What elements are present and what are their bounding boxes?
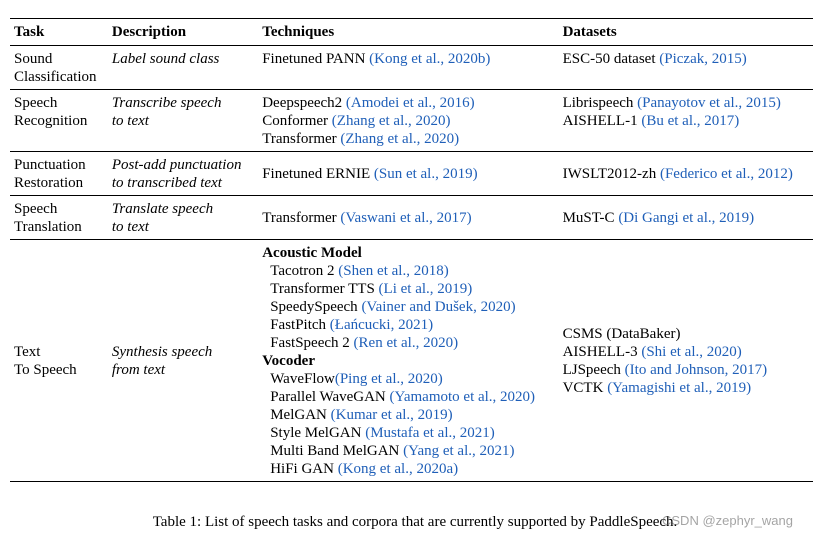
cell-entry — [563, 209, 809, 227]
cell-entry — [563, 50, 809, 68]
entry-name: Transformer TTS — [270, 281, 379, 297]
cell-text-line: Punctuation — [14, 157, 86, 173]
techniques-cell — [258, 196, 558, 240]
cell-text-line: Speech — [14, 95, 58, 111]
datasets-cell — [559, 152, 813, 196]
entry-name: Transformer — [262, 131, 341, 147]
cell-text-line: Label sound class — [111, 51, 220, 67]
cell-text-line: Post-add punctuation — [111, 157, 242, 173]
citation-link[interactable]: (Łańcucki, 2021) — [329, 317, 434, 333]
task-cell — [10, 152, 108, 196]
entry-name: Tacotron 2 — [270, 263, 339, 279]
header-techniques: Techniques — [262, 24, 335, 40]
description-cell — [108, 46, 258, 90]
cell-entry — [262, 298, 554, 316]
cell-entry — [262, 262, 554, 280]
cell-text-line: Translation — [14, 219, 82, 235]
citation-link[interactable]: (Ito and Johnson, 2017) — [624, 362, 768, 378]
citation-link[interactable]: (Zhang et al., 2020) — [331, 113, 451, 129]
cell-entry — [563, 112, 809, 130]
cell-text-line: Restoration — [14, 175, 84, 191]
citation-link[interactable]: (Bu et al., 2017) — [641, 113, 740, 129]
citation-link[interactable]: (Di Gangi et al., 2019) — [618, 210, 755, 226]
citation-link[interactable]: (Yamamoto et al., 2020) — [389, 389, 536, 405]
entry-name: Finetuned PANN — [262, 51, 370, 67]
cell-entry — [563, 343, 809, 361]
entry-name: WaveFlow — [270, 371, 335, 387]
cell-entry — [262, 406, 554, 424]
citation-link[interactable]: (Shen et al., 2018) — [338, 263, 449, 279]
cell-entry — [563, 94, 809, 112]
table-row — [10, 90, 813, 152]
task-cell — [10, 90, 108, 152]
datasets-cell — [559, 240, 813, 482]
cell-text-line: Translate speech — [111, 201, 214, 217]
citation-link[interactable]: (Kong et al., 2020b) — [369, 51, 491, 67]
cell-entry — [563, 379, 809, 397]
entry-name: ESC-50 dataset — [562, 51, 660, 67]
citation-link[interactable]: (Vainer and Dušek, 2020) — [361, 299, 516, 315]
entry-name: FastPitch — [270, 317, 330, 333]
table-caption: Table 1: List of speech tasks and corpora that are currently supported by PaddleSpeech. — [152, 514, 678, 530]
cell-entry — [563, 361, 809, 379]
entry-name: Parallel WaveGAN — [270, 389, 390, 405]
cell-entry — [262, 165, 554, 183]
cell-text-line: To Speech — [14, 362, 77, 378]
entry-name: Librispeech — [562, 95, 638, 111]
entry-name: AISHELL-3 — [562, 344, 642, 360]
citation-link[interactable]: (Sun et al., 2019) — [373, 166, 478, 182]
description-cell — [108, 90, 258, 152]
cell-entry — [563, 165, 809, 183]
cell-entry — [262, 442, 554, 460]
task-cell — [10, 46, 108, 90]
datasets-cell — [559, 90, 813, 152]
entry-name: HiFi GAN — [270, 461, 338, 477]
cell-entry — [262, 130, 554, 148]
cell-text-line: Text — [14, 344, 41, 360]
cell-entry — [262, 280, 554, 298]
table-row — [10, 240, 813, 482]
table-row — [10, 46, 813, 90]
entry-name: VCTK — [562, 380, 608, 396]
cell-entry — [262, 370, 554, 388]
citation-link[interactable]: (Amodei et al., 2016) — [345, 95, 475, 111]
entry-name: Deepspeech2 — [262, 95, 346, 111]
vocoder-heading: Vocoder — [262, 353, 315, 369]
cell-entry — [262, 424, 554, 442]
header-description: Description — [111, 24, 187, 40]
citation-link[interactable]: (Vaswani et al., 2017) — [340, 210, 472, 226]
description-cell — [108, 152, 258, 196]
entry-name: MuST-C — [562, 210, 619, 226]
header-datasets: Datasets — [562, 24, 617, 40]
task-cell — [10, 240, 108, 482]
cell-entry — [262, 209, 554, 227]
description-cell — [108, 196, 258, 240]
entry-name: Conformer — [262, 113, 332, 129]
citation-link[interactable]: (Mustafa et al., 2021) — [365, 425, 495, 441]
entry-name: LJSpeech — [562, 362, 625, 378]
cell-text-line: Classification — [14, 69, 97, 85]
techniques-cell — [258, 46, 558, 90]
entry-name: Style MelGAN — [270, 425, 366, 441]
cell-entry — [563, 325, 809, 343]
cell-entry — [262, 50, 554, 68]
citation-link[interactable]: (Piczak, 2015) — [659, 51, 747, 67]
cell-text-line: Speech — [14, 201, 58, 217]
cell-entry — [262, 316, 554, 334]
entry-name: FastSpeech 2 — [270, 335, 354, 351]
watermark: CSDN @zephyr_wang — [662, 513, 793, 528]
cell-entry — [262, 388, 554, 406]
cell-entry — [262, 94, 554, 112]
cell-entry — [262, 334, 554, 352]
citation-link[interactable]: (Ren et al., 2020) — [353, 335, 459, 351]
datasets-cell — [559, 196, 813, 240]
cell-text-line: to transcribed text — [111, 175, 222, 191]
cell-entry — [262, 112, 554, 130]
datasets-cell — [559, 46, 813, 90]
citation-link[interactable]: (Ping et al., 2020) — [334, 371, 443, 387]
table-row — [10, 196, 813, 240]
vocoder-list — [262, 370, 554, 478]
speech-tasks-table — [10, 18, 813, 482]
description-cell — [108, 240, 258, 482]
cell-text-line: Sound — [14, 51, 53, 67]
citation-link[interactable]: (Yang et al., 2021) — [403, 443, 515, 459]
cell-entry — [262, 460, 554, 478]
acoustic-model-heading: Acoustic Model — [262, 245, 362, 261]
header-task: Task — [14, 24, 45, 40]
citation-link[interactable]: (Panayotov et al., 2015) — [637, 95, 781, 111]
acoustic-model-list — [262, 262, 554, 352]
citation-link[interactable]: (Li et al., 2019) — [378, 281, 473, 297]
table-row — [10, 152, 813, 196]
entry-name: Multi Band MelGAN — [270, 443, 404, 459]
entry-name: SpeedySpeech — [270, 299, 362, 315]
citation-link[interactable]: (Federico et al., 2012) — [659, 166, 793, 182]
cell-text-line: Transcribe speech — [111, 95, 222, 111]
cell-text-line: from text — [111, 362, 166, 378]
techniques-cell — [258, 240, 558, 482]
entry-name: Transformer — [262, 210, 341, 226]
citation-link[interactable]: (Zhang et al., 2020) — [340, 131, 460, 147]
citation-link[interactable]: (Kumar et al., 2019) — [330, 407, 453, 423]
cell-text-line: Synthesis speech — [111, 344, 213, 360]
techniques-cell — [258, 152, 558, 196]
entry-name: Finetuned ERNIE — [262, 166, 374, 182]
entry-name: CSMS (DataBaker) — [562, 326, 681, 342]
citation-link[interactable]: (Shi et al., 2020) — [641, 344, 742, 360]
cell-text-line: Recognition — [14, 113, 88, 129]
task-cell — [10, 196, 108, 240]
citation-link[interactable]: (Yamagishi et al., 2019) — [607, 380, 752, 396]
entry-name: IWSLT2012-zh — [562, 166, 660, 182]
cell-text-line: to text — [111, 113, 149, 129]
entry-name: MelGAN — [270, 407, 331, 423]
cell-text-line: to text — [111, 219, 149, 235]
citation-link[interactable]: (Kong et al., 2020a) — [337, 461, 459, 477]
table-header-row — [10, 19, 813, 46]
techniques-cell — [258, 90, 558, 152]
entry-name: AISHELL-1 — [562, 113, 642, 129]
